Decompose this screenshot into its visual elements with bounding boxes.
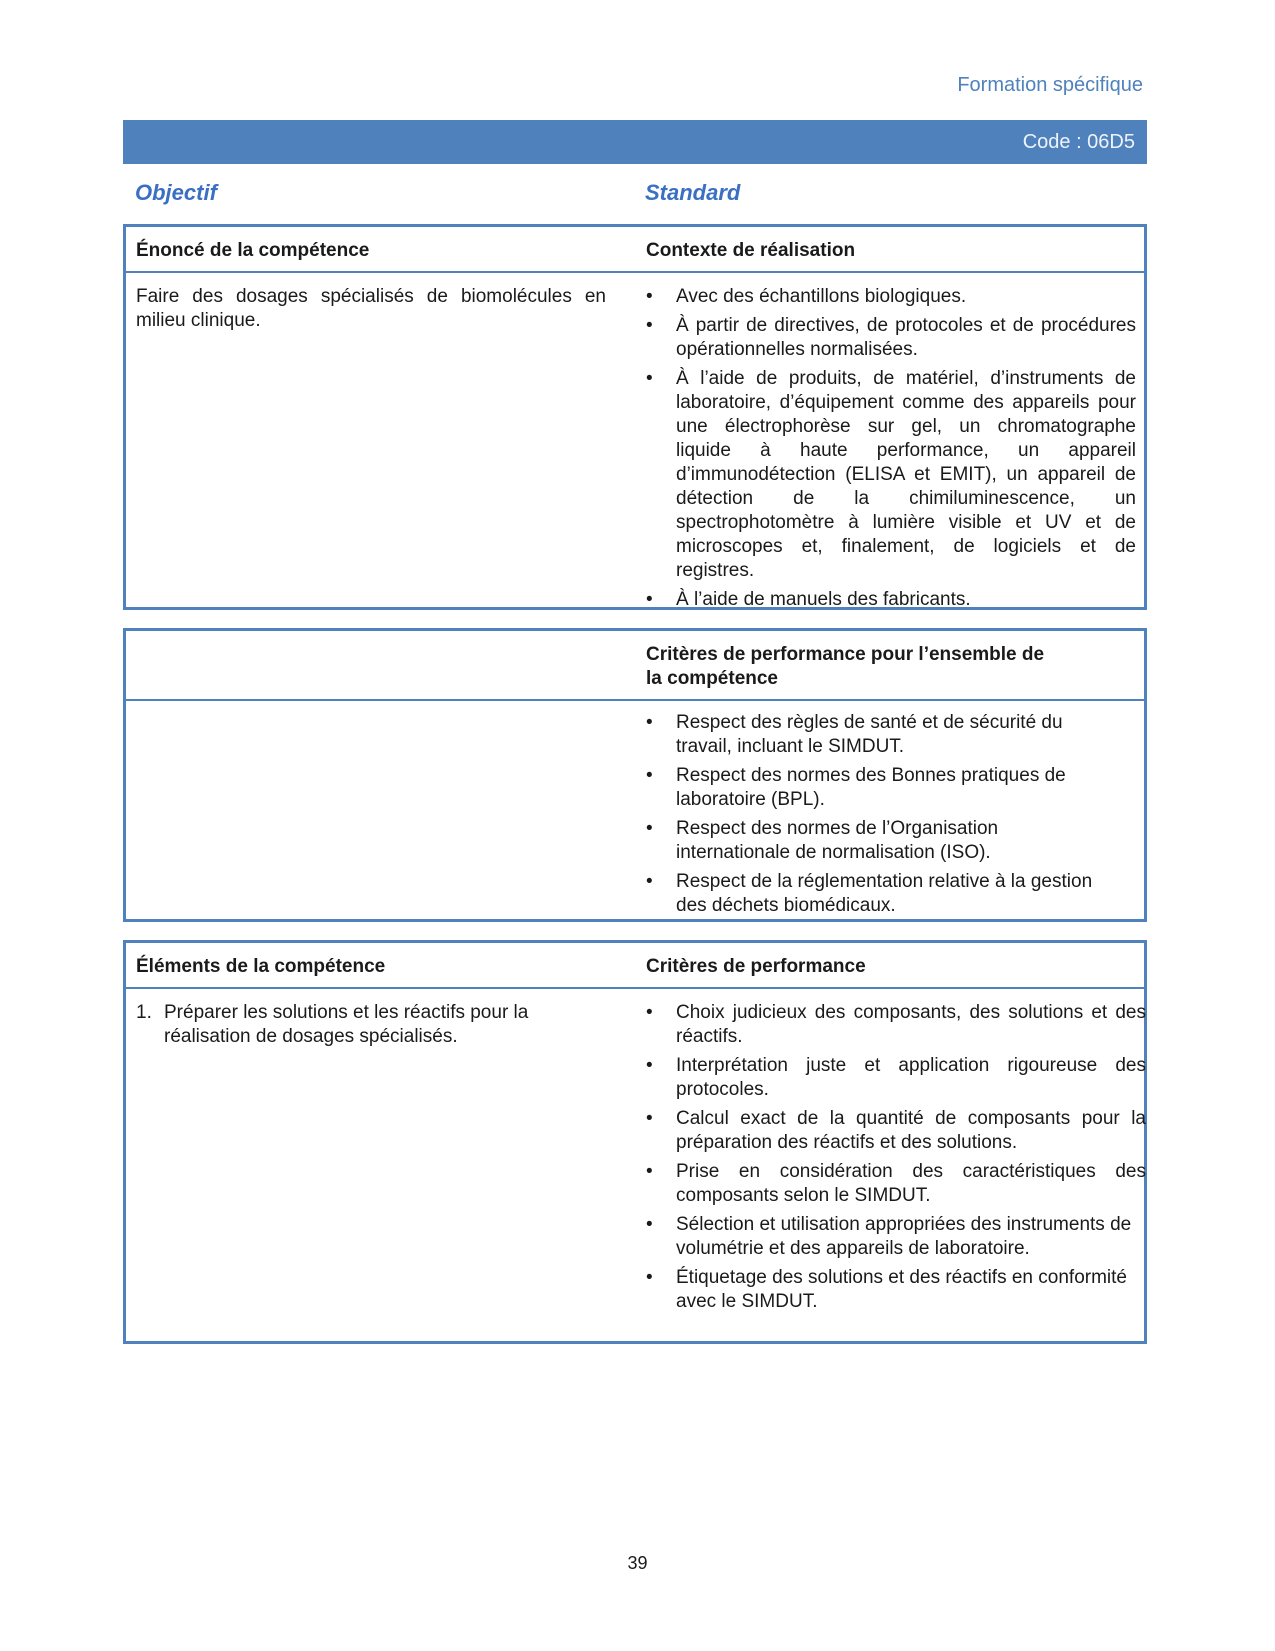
list-item <box>646 870 1116 918</box>
bullet-icon: • <box>646 1002 653 1023</box>
performance-criteria-wrapper <box>646 1001 1146 1319</box>
context-item-text: À l’aide de produits, de matériel, d’instruments de laboratoire, d’équipement comme des appareils pour une électrophorèse sur gel, un chromatographe liquide à haute performance, un appareil d’immunodétection (ELISA et EMIT), un appareil de détection de la chimiluminescence, un spectrophotomètre à lumière visible et UV et de microscopes et, finalement, de logiciels et de registres. <box>676 368 1136 581</box>
competence-box <box>123 224 1147 610</box>
overall-criteria-box <box>123 628 1147 922</box>
bullet-icon: • <box>646 315 653 336</box>
criterion-text: Choix judicieux des composants, des solutions et des réactifs. <box>676 1002 1146 1047</box>
elements-heading: Éléments de la compétence <box>136 956 386 977</box>
overall-criteria-heading: Critères de performance pour l’ensemble de la compétence <box>646 644 1045 689</box>
bullet-icon: • <box>646 765 653 786</box>
list-item <box>646 1213 1146 1261</box>
bullet-icon: • <box>646 712 653 733</box>
context-list-wrapper <box>646 285 1136 617</box>
criterion-text: Respect de la réglementation relative à la gestion des déchets biomédicaux. <box>676 871 1093 916</box>
bullet-icon: • <box>646 1161 653 1182</box>
context-list <box>646 285 1136 612</box>
objectif-title: Objectif <box>135 180 217 205</box>
list-item <box>646 1160 1146 1208</box>
criterion-text: Étiquetage des solutions et des réactifs en conformité avec le SIMDUT. <box>676 1267 1127 1312</box>
standard-title: Standard <box>645 180 741 205</box>
list-item <box>646 285 1136 309</box>
bullet-icon: • <box>646 871 653 892</box>
context-heading: Contexte de réalisation <box>646 240 856 261</box>
list-item <box>646 1054 1146 1102</box>
bullet-icon: • <box>646 1214 653 1235</box>
list-item <box>646 588 1136 612</box>
competence-statement: Faire des dosages spécialisés de biomolécules en milieu clinique. <box>136 286 606 331</box>
criterion-text: Respect des normes des Bonnes pratiques de laboratoire (BPL). <box>676 765 1066 810</box>
element-item <box>136 1001 586 1049</box>
column-titles <box>123 180 1147 210</box>
bullet-icon: • <box>646 1055 653 1076</box>
criterion-text: Respect des normes de l’Organisation internationale de normalisation (ISO). <box>676 818 999 863</box>
elements-box-header <box>126 943 1144 989</box>
list-item <box>136 1001 586 1049</box>
performance-criteria-list <box>646 1001 1146 1314</box>
list-item <box>646 367 1136 583</box>
context-item-text: Avec des échantillons biologiques. <box>676 286 967 307</box>
list-item <box>646 764 1116 812</box>
page-number: 39 <box>627 1553 648 1573</box>
context-item-text: À partir de directives, de protocoles et de procédures opérationnelles normalisées. <box>676 315 1136 360</box>
bullet-icon: • <box>646 1267 653 1288</box>
bullet-icon: • <box>646 1108 653 1129</box>
criterion-text: Prise en considération des caractéristiques des composants selon le SIMDUT. <box>676 1161 1146 1206</box>
code-bar <box>123 120 1147 164</box>
elements-box <box>123 940 1147 1344</box>
bullet-icon: • <box>646 286 653 307</box>
overall-criteria-header <box>126 631 1144 701</box>
list-item <box>646 314 1136 362</box>
criterion-text: Sélection et utilisation appropriées des instruments de volumétrie et des appareils de laboratoire. <box>676 1214 1132 1259</box>
competency-code: Code : 06D5 <box>1022 131 1135 153</box>
list-item <box>646 1266 1146 1314</box>
overall-criteria-wrapper <box>646 711 1116 923</box>
criterion-text: Respect des règles de santé et de sécurité du travail, incluant le SIMDUT. <box>676 712 1063 757</box>
context-item-text: À l’aide de manuels des fabricants. <box>676 589 971 610</box>
overall-criteria-list <box>646 711 1116 918</box>
list-item <box>646 1107 1146 1155</box>
list-item <box>646 1001 1146 1049</box>
criterion-text: Interprétation juste et application rigoureuse des protocoles. <box>676 1055 1146 1100</box>
bullet-icon: • <box>646 818 653 839</box>
bullet-icon: • <box>646 589 653 610</box>
statement-heading: Énoncé de la compétence <box>136 240 370 261</box>
list-item <box>646 711 1116 759</box>
competence-box-header <box>126 227 1144 273</box>
element-number: 1. <box>136 1002 152 1023</box>
element-text: Préparer les solutions et les réactifs pour la réalisation de dosages spécialisés. <box>164 1002 529 1047</box>
bullet-icon: • <box>646 368 653 389</box>
list-item <box>646 817 1116 865</box>
criterion-text: Calcul exact de la quantité de composants pour la préparation des réactifs et des solutions. <box>676 1108 1146 1153</box>
performance-criteria-heading: Critères de performance <box>646 956 866 977</box>
section-header: Formation spécifique <box>957 74 1143 96</box>
